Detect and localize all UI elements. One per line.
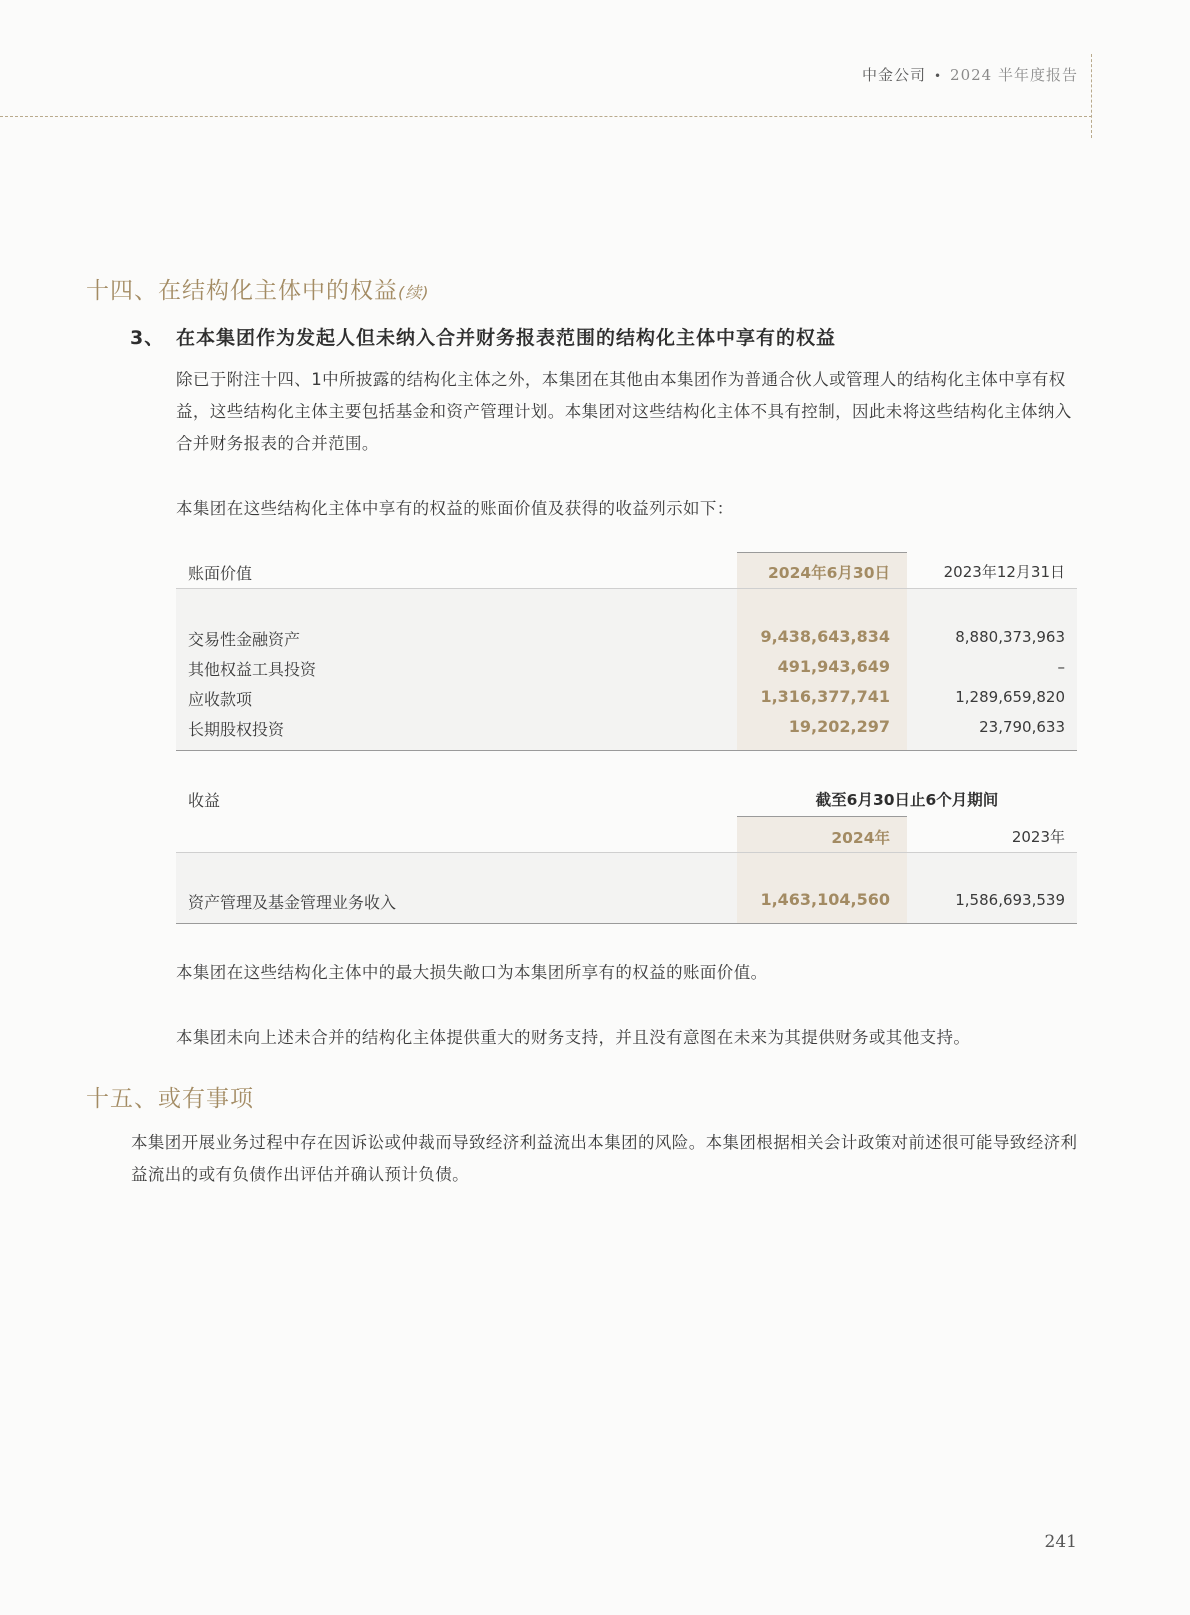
section-14-title [86,272,430,305]
income-table [176,786,1077,926]
header-rule [176,852,1077,853]
page-number: 241 [1044,1532,1077,1552]
section-15-title: 十五、或有事项 [86,1086,254,1112]
column-header-2024: 2024年6月30日 [768,564,890,582]
column-header-2023: 2023年 [1011,828,1065,846]
table-row-label: 长期股权投资 [188,720,285,739]
period-span-header: 截至6月30日止6个月期间 [815,791,999,809]
table-header-label: 收益 [188,791,221,810]
table-row-value-2023: 1,289,659,820 [955,688,1065,706]
paragraph-contingencies: 本集团开展业务过程中存在因诉讼或仲裁而导致经济利益流出本集团的风险。本集团根据相关会计政策对前述很可能导致经济利益流出的或有负债作出评估并确认预计负债。 [131,1133,1078,1184]
table-row-label: 其他权益工具投资 [188,660,317,679]
table-row-label: 应收款项 [188,690,253,709]
subsection-title-text: 在本集团作为发起人但未纳入合并财务报表范围的结构化主体中享有的权益 [176,327,837,349]
header-rule [176,588,1077,589]
table-body-band [176,852,1077,924]
subsection-3-title [130,323,836,350]
section-14-title-text: 十四、在结构化主体中的权益 [86,278,398,304]
header-dashed-tick [1091,54,1092,138]
table-header-label: 账面价值 [188,564,253,583]
subsection-number: 3、 [130,327,165,349]
table-row-label: 资产管理及基金管理业务收入 [188,893,397,912]
column-header-2024: 2024年 [831,829,890,847]
carrying-value-table [176,552,1077,752]
paragraph-no-support: 本集团未向上述未合并的结构化主体提供重大的财务支持，并且没有意图在未来为其提供财务或其他支持。 [176,1028,971,1047]
report-title: 2024 半年度报告 [950,66,1078,84]
paragraph-intro: 除已于附注十四、1中所披露的结构化主体之外，本集团在其他由本集团作为普通合伙人或管理人的结构化主体中享有权益，这些结构化主体主要包括基金和资产管理计划。本集团对这些结构化主体不具有控制，因此未将这些结构化主体纳入合并财务报表的合并范围。 [176,370,1072,453]
header-top-rule [737,552,907,553]
table-row-value-2023: 8,880,373,963 [955,628,1065,646]
table-row-value-2024: 1,463,104,560 [760,890,890,909]
table-bottom-rule [176,923,1077,924]
paragraph-max-exposure: 本集团在这些结构化主体中的最大损失敞口为本集团所享有的权益的账面价值。 [176,963,768,982]
table-row-value-2024: 9,438,643,834 [760,627,890,646]
header-top-rule [737,816,907,817]
column-header-2023: 2023年12月31日 [943,563,1065,581]
table-row-value-2024: 491,943,649 [777,657,890,676]
table-row-value-2024: 19,202,297 [788,717,890,736]
header-dashed-rule [0,116,1092,117]
table-row-value-2024: 1,316,377,741 [760,687,890,706]
paragraph-table-lead: 本集团在这些结构化主体中享有的权益的账面价值及获得的收益列示如下： [176,499,734,518]
continued-marker: (续) [398,283,430,302]
table-row-value-2023: 23,790,633 [979,718,1065,736]
company-name: 中金公司 [861,66,926,84]
table-row-label: 交易性金融资产 [188,630,301,649]
header-separator: • [933,69,943,83]
page-header [862,64,1078,85]
table-bottom-rule [176,750,1077,751]
table-row-value-2023: 1,586,693,539 [955,891,1065,909]
table-row-value-2023: – [1057,658,1065,676]
